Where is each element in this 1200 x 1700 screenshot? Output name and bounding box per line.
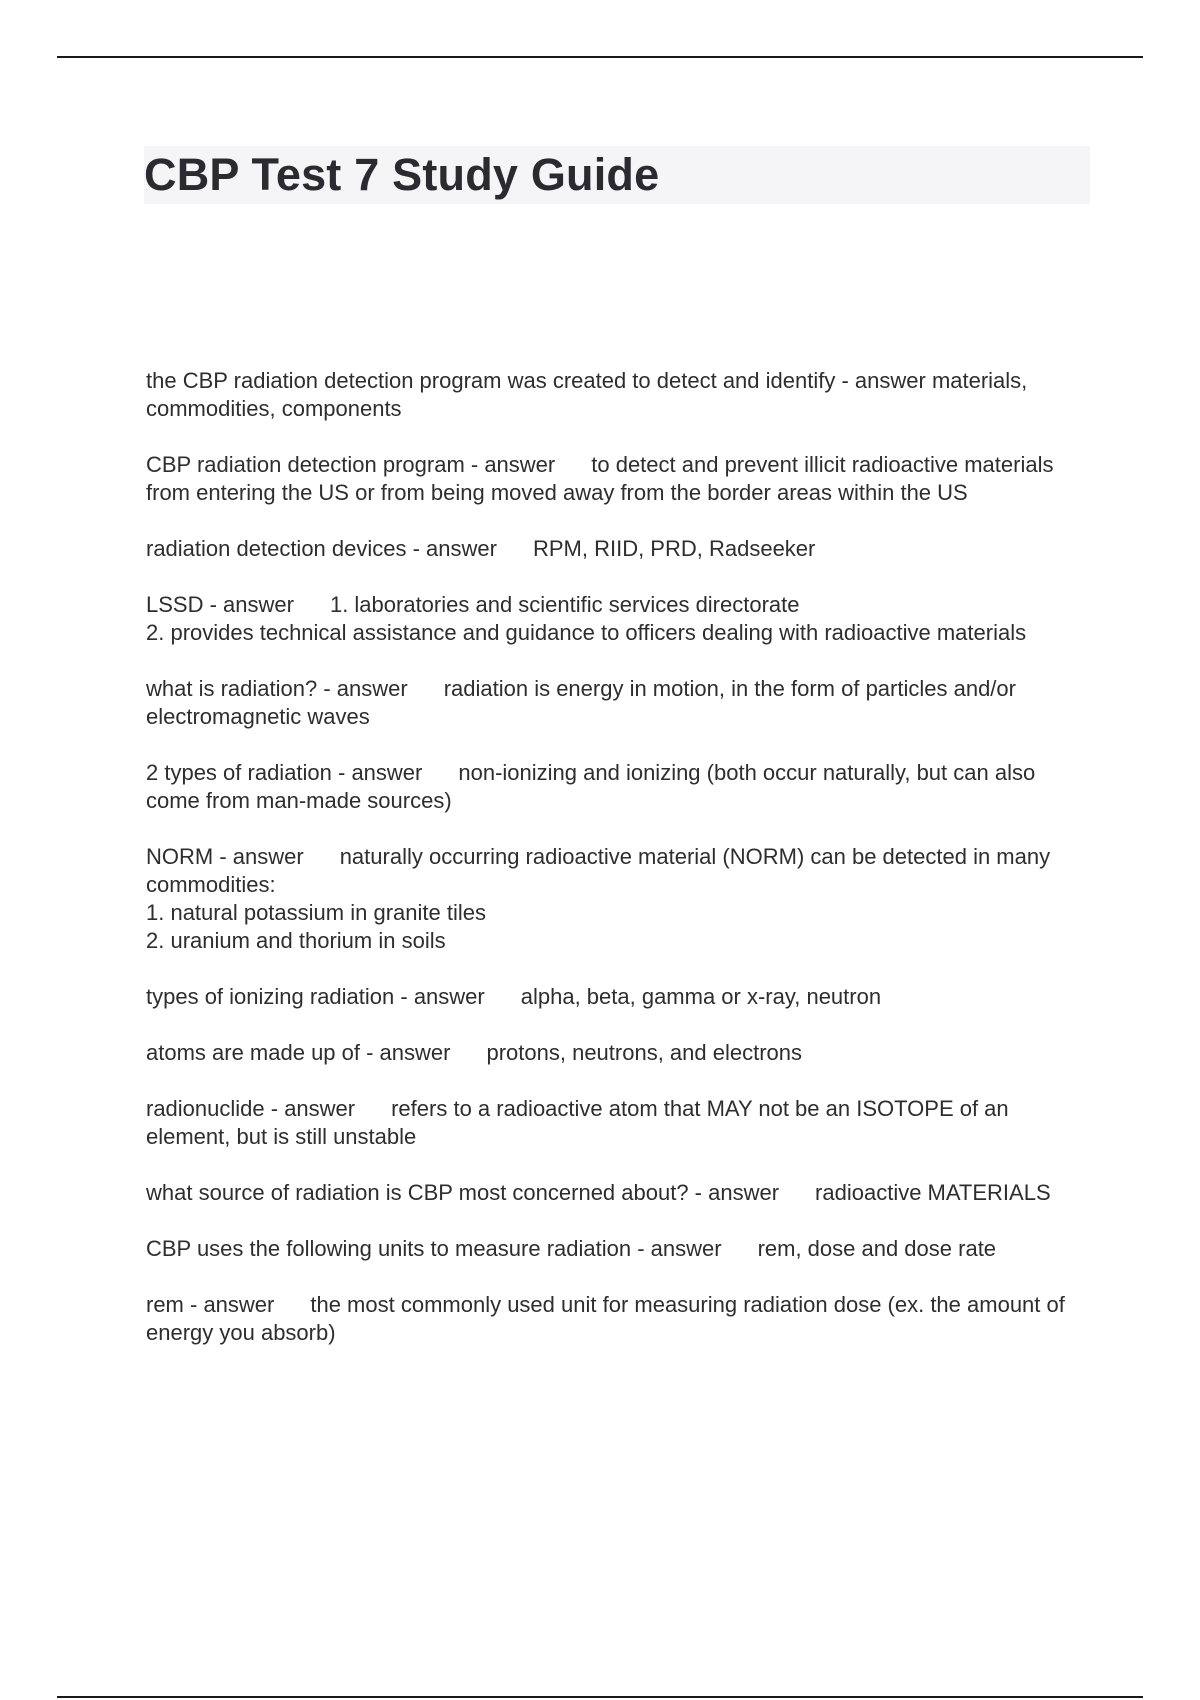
flashcard-entry	[146, 1179, 1086, 1207]
answer-text: the most commonly used unit for measuring radiation dose (ex. the amount of energy you absorb)	[146, 1292, 1065, 1345]
question-text: what is radiation? - answer	[146, 676, 408, 701]
answer-text: rem, dose and dose rate	[757, 1236, 997, 1261]
question-text: rem - answer	[146, 1292, 275, 1317]
flashcard-entry	[146, 1039, 1086, 1067]
bottom-rule	[57, 1696, 1143, 1698]
question-text: CBP radiation detection program - answer	[146, 452, 556, 477]
answer-text: naturally occurring radioactive material (NORM) can be detected in many commodities:	[146, 844, 1051, 897]
question-text: radiation detection devices - answer	[146, 536, 497, 561]
question-text: types of ionizing radiation - answer	[146, 984, 485, 1009]
question-text: what source of radiation is CBP most concerned about? - answer	[146, 1180, 780, 1205]
flashcard-entry	[146, 983, 1086, 1011]
question-text: CBP uses the following units to measure radiation - answer	[146, 1236, 722, 1261]
answer-text: radiation is energy in motion, in the form of particles and/or electromagnetic waves	[146, 676, 1016, 729]
flashcard-entry	[146, 1291, 1086, 1347]
flashcard-entry	[146, 843, 1086, 955]
page-title: CBP Test 7 Study Guide	[144, 146, 1090, 204]
flashcard-entry	[146, 451, 1086, 507]
answer-text: to detect and prevent illicit radioactive materials from entering the US or from being moved away from the border areas within the US	[146, 452, 1054, 505]
question-text: LSSD - answer	[146, 592, 294, 617]
answer-text: protons, neutrons, and electrons	[486, 1040, 803, 1065]
answer-text: radioactive MATERIALS	[815, 1180, 1051, 1205]
flashcard-entry	[146, 1235, 1086, 1263]
question-text: the CBP radiation detection program was created to detect and identify - answer	[146, 368, 926, 393]
top-rule	[57, 56, 1143, 58]
answer-text: materials, commodities, components	[146, 368, 1028, 421]
answer-text: 1. laboratories and scientific services directorate	[329, 592, 800, 617]
flashcard-list	[146, 367, 1086, 1375]
flashcard-entry	[146, 1095, 1086, 1151]
answer-text: 2. uranium and thorium in soils	[146, 928, 446, 953]
flashcard-entry	[146, 675, 1086, 731]
answer-text: 2. provides technical assistance and guidance to officers dealing with radioactive materials	[146, 620, 1027, 645]
answer-text: non-ionizing and ionizing (both occur naturally, but can also come from man-made sources)	[146, 760, 1036, 813]
answer-text: refers to a radioactive atom that MAY not be an ISOTOPE of an element, but is still unstable	[146, 1096, 1009, 1149]
answer-text: 1. natural potassium in granite tiles	[146, 900, 486, 925]
question-text: radionuclide - answer	[146, 1096, 356, 1121]
flashcard-entry	[146, 591, 1086, 647]
flashcard-entry	[146, 535, 1086, 563]
answer-text: RPM, RIID, PRD, Radseeker	[532, 536, 816, 561]
question-text: NORM - answer	[146, 844, 304, 869]
flashcard-entry	[146, 367, 1086, 423]
flashcard-entry	[146, 759, 1086, 815]
question-text: 2 types of radiation - answer	[146, 760, 423, 785]
question-text: atoms are made up of - answer	[146, 1040, 451, 1065]
answer-text: alpha, beta, gamma or x-ray, neutron	[520, 984, 882, 1009]
